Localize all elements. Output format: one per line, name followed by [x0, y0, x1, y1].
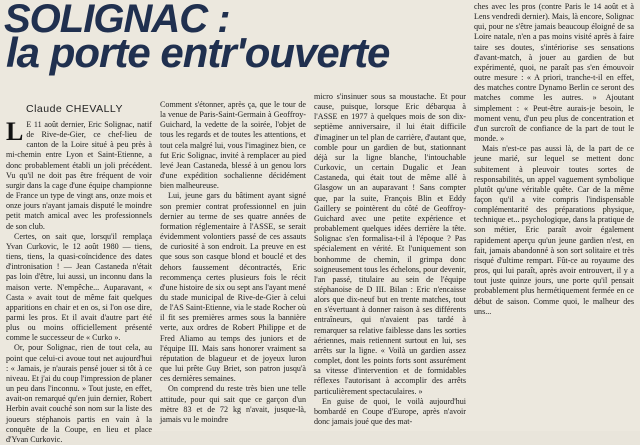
drop-cap: L [6, 117, 24, 146]
paragraph: ches avec les pros (contre Paris le 14 août et à Lens vendredi dernier). Mais, là encore, Solignac qui, pour ne s'être jamais beaucoup éloigné de sa Loire natale, n'en a pas moins visité après à faire taire ses doutes, s'intériorise ses sensations d'avant-match, à jouer au gardien de but expérimenté, quoi, ne paraît pas s'en émouvoir outre mesure : « A priori, tranche-t-il en effet, des matches contre Dynamo Berlin ce seront des matches comme les autres. » Ajoutant simplement : « Peut-être aurais-je besoin, le moment venu, d'un peu plus de concentration et d'un surcroît de confiance de la part de tout le monde. » [474, 2, 634, 144]
paragraph: On comprend du reste très bien une telle attitude, pour qui sait que ce garçon d'un mètre 83 et de 72 kg n'avait, jusque-là, jamais vu le moindre [160, 384, 306, 424]
byline: Claude CHEVALLY [26, 103, 123, 115]
text-column-2 [160, 100, 306, 430]
paragraph: micro s'insinuer sous sa moustache. Et pour cause, puisque, lorsque Eric débarqua à l'ASSE en 1977 à quelques mois de son dix-septième anniversaire, il lui était difficile d'imaginer un tel plan de carrière, d'autant que, comble pour un gardien de but, stationnant déjà sur la ligne blanche, l'intouchable Curkovic, un certain Dugalic et Jean Castaneda, qui était tout de même allé à Glasgow un an auparavant ! Sans compter que, par la suite, François Blin et Eddy Gaillery se pointèrent du côté de Geoffroy-Guichard avec une petite expérience et probablement quelques idées derrière la tête. Solignac s'en formalisa-t-il à l'époque ? Pas spécialement en vérité. Et l'uniquement son bonhomme de chemin, il grimpa donc soigneusement tous les échelons, pour devenir, l'an passé, titulaire au sein de l'équipe stéphanoise de D III. Bilan : Eric n'encaisse alors que dix-neuf but en trente matches, tout en s'évertuant à donner raison à ses différents entraîneurs, qui n'avaient pas tardé à remarquer sa relative faiblesse dans les sorties aériennes, mais retiennent surtout en lui, ses arrêts sur la ligne. « Voilà un gardien assez complet, dont les points forts sont assurément sa vitesse d'intervention et de formidables réflexes l'autorisant à accomplir des arrêts particulièrement spectaculaires. » [314, 92, 466, 396]
paragraph [6, 117, 152, 232]
paragraph: Or, pour Solignac, rien de tout cela, au point que celui-ci avoue tout net aujourd'hui : « Jamais, je n'aurais pensé jouer si tôt à ce niveau. Et j'ai du coup l'impression de planer un peu dans l'inconnu. » Tout juste, en effet, avait-on remarqué qu'en juin dernier, Robert Herbin avait couché son nom sur la liste des joueurs stéphanois partis en vain à la conquête de la Coupe, en lieu et place d'Yvan Curkovic. [6, 343, 152, 444]
paragraph: Mais n'est-ce pas aussi là, de la part de ce jeune marié, sur lequel se mettent donc subitement à pleuvoir toutes sortes de responsabilités, un appel vaguement symbolique plutôt qu'une véritable quête. Car de la même façon qu'il a vite compris l'indispensable complémentarité des préparations physique, technique et... psychologique, dans la pratique de son métier, Eric paraît avoir également rapidement aperçu qu'un jeune gardien n'est, en fait, jamais abandonné à son sort solitaire et très risqué d'ultime rempart. Fût-ce au royaume des pros, qui lui paraît, après avoir entrouvert, il y a tout juste quinze jours, une porte qu'il pensait probablement plus hermétiquement fermée en ce début de saison. Comme quoi, le malheur des uns... [474, 144, 634, 316]
paragraph-text: E 11 août dernier, Eric Solignac, natif de Rive-de-Gier, ce chef-lieu de canton de la Loire situé à peu près à mi-chemin entre Lyon et Saint-Etienne, a donc probablement établi un joli précédent. Vu qu'il ne doit pas être fréquent de voir surgir dans la cage d'une équipe championne de France un type de vingt ans, onze mois et onze jours n'ayant jamais disputé le moindre petit match amical avec les professionnels de son club. [6, 120, 152, 231]
paragraph: Certes, on sait que, lorsqu'il remplaça Yvan Curkovic, le 12 août 1980 — tiens, tiens, tiens, la quasi-coïncidence des dates d'intronisation ! — Jean Castaneda n'était pas loin d'être, lui aussi, un inconnu dans la maison verte. N'empêche... Auparavant, « Casta » avait tout de même fait quelques apparitions en chair et en os, si l'on ose dire, parmi les pros. Et il avait d'autre part été plus ou moins officiellement présenté comme le successeur de « Curko ». [6, 231, 152, 343]
text-column-4 [474, 2, 634, 430]
text-column-3 [314, 92, 466, 430]
paragraph: Lui, jeune gars du bâtiment ayant signé son premier contrat professionnel en juin dernier au terme de ses quatre années de formation réglementaire à l'ASSE, se serait évidemment volontiers passé de ces assauts de curiosité à son endroit. La preuve en est que sous son casque blond et bouclé et des dehors faussement décontractés, Eric recommença certes plusieurs fois le récit d'une histoire de six ou sept ans l'ayant mené du stade municipal de Rive-de-Gier à celui de l'AS Saint-Etienne, via le stade Rocher où il fit ses premières armes sous la bannière verte, aux ordres de Robert Philippe et de Fred Aliamo au temps des juniors et de l'équipe III. Mais sans honorer vraiment sa réputation de blagueur et de joyeux luron que lui prête Guy Briet, son patron jusqu'à ces dernières semaines. [160, 191, 306, 384]
article-headline [4, 0, 474, 76]
paragraph: En guise de quoi, le voilà aujourd'hui bombardé en Coupe d'Europe, après n'avoir donc jamais joué que des mat- [314, 396, 466, 426]
headline-line-2: la porte entr'ouverte [6, 29, 390, 76]
paragraph: Comment s'étonner, après ça, que le tour de la venue de Paris-Saint-Germain à Geoffroy-Guichard, la vedette de la soirée, l'objet de tous les regards et de toutes les attentions, et tout cela malgré lui, vous l'imaginez bien, ce fut Eric Solignac, invité à remplacer au pied levé Jean Castaneda, blessé à un genou lors d'une expédition sochalienne décidément bien malheureuse. [160, 100, 306, 191]
text-column-1 [6, 117, 152, 444]
headline-line-1: SOLIGNAC : [4, 0, 230, 41]
